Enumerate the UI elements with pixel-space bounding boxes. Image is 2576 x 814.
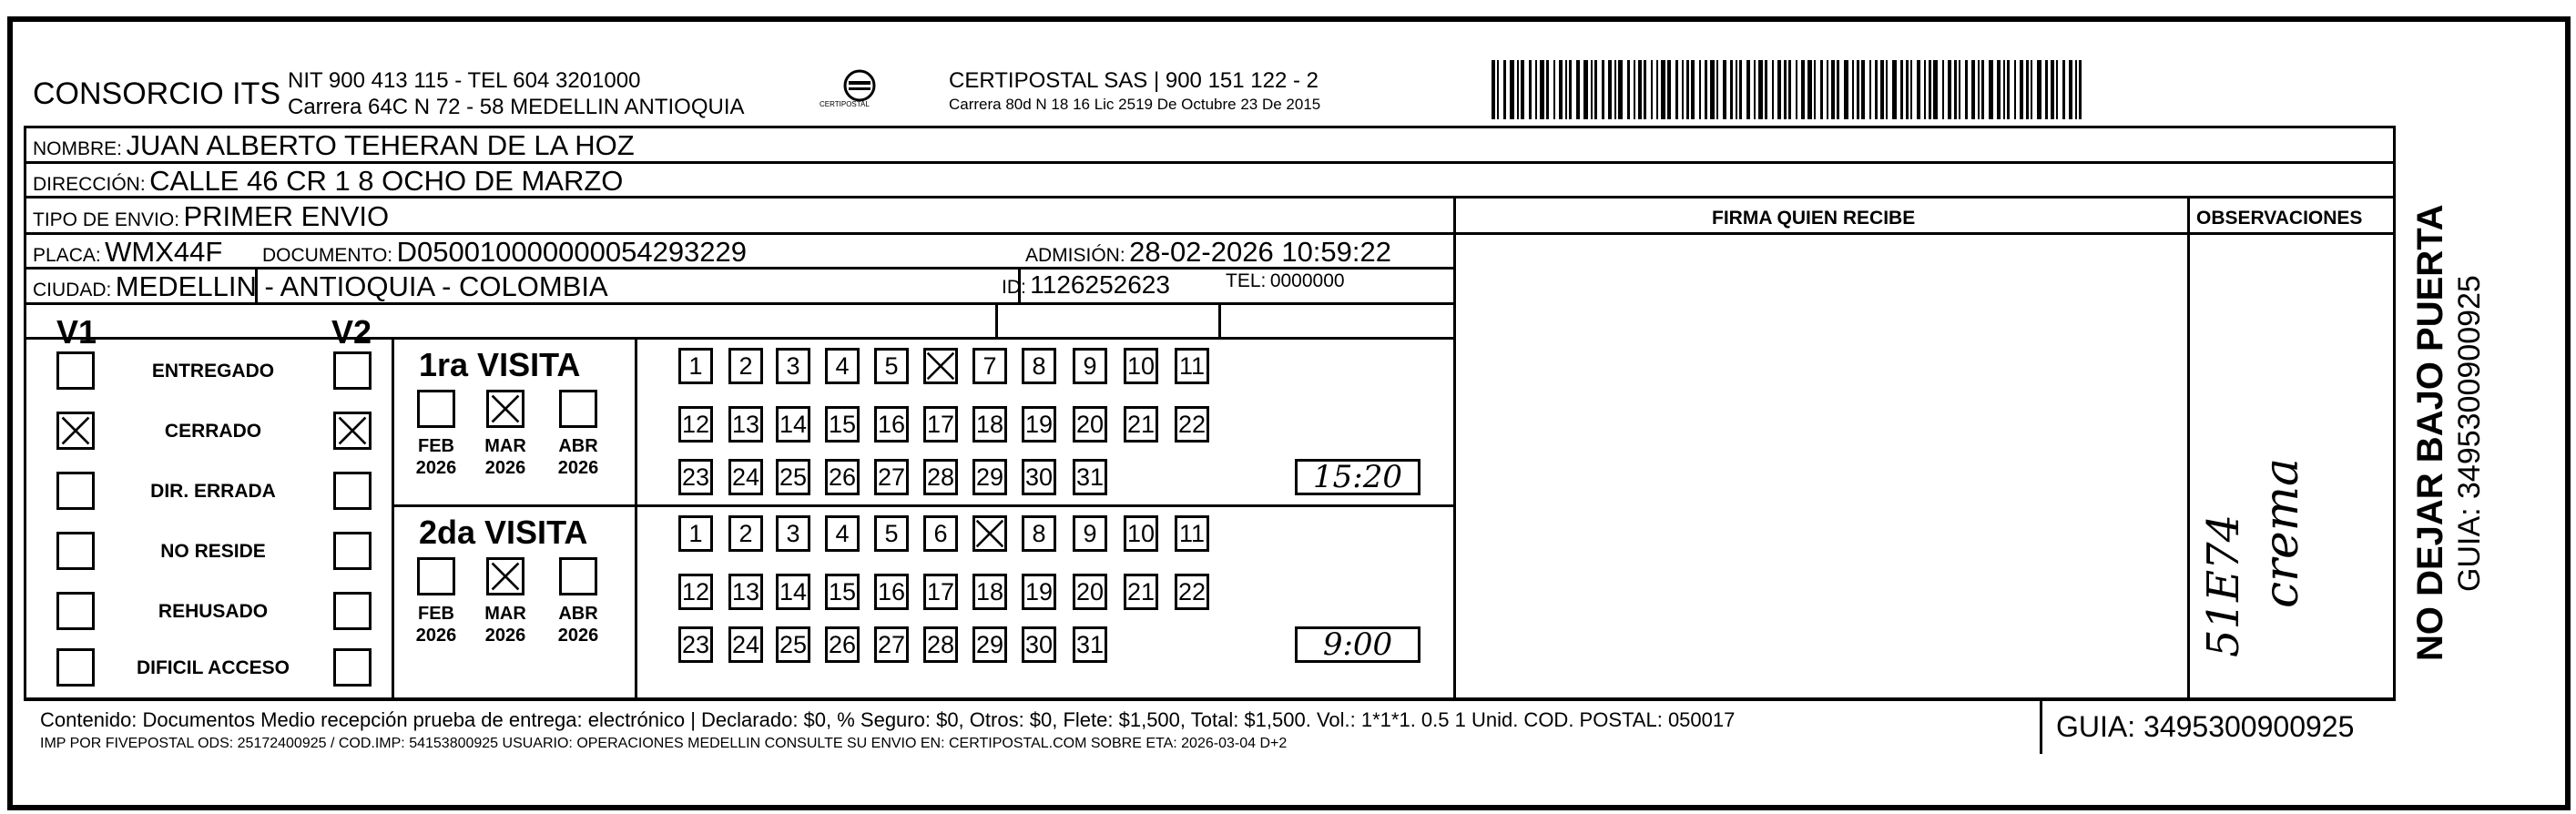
barcode-bar: [1827, 60, 1828, 119]
day-box[interactable]: 18: [972, 406, 1007, 443]
address-line: Carrera 64C N 72 - 58 MEDELLIN ANTIOQUIA: [288, 95, 745, 119]
documento-label: DOCUMENTO:: [262, 245, 393, 266]
barcode-bar: [1608, 60, 1612, 119]
status-option-label: DIFICIL ACCESO: [136, 657, 290, 678]
barcode-bar: [1857, 60, 1859, 119]
day-box[interactable]: 2: [728, 515, 763, 552]
barcode-bar: [1651, 60, 1653, 119]
barcode-bar: [1569, 60, 1572, 119]
barcode-bar: [1924, 60, 1926, 119]
day-box[interactable]: 22: [1175, 406, 1209, 443]
month-year: 2026: [484, 458, 526, 478]
company-name: CONSORCIO ITS: [33, 76, 281, 111]
day-box[interactable]: 31: [1073, 459, 1107, 495]
tel-value: 0000000: [1269, 270, 1345, 291]
barcode-bar: [1844, 60, 1848, 119]
v2-label: V2: [331, 313, 372, 351]
barcode-bar: [1705, 60, 1707, 119]
barcode-bar: [1981, 60, 1984, 119]
barcode-bar: [2007, 60, 2010, 119]
v2-checkbox[interactable]: [333, 648, 372, 687]
v2-checkbox[interactable]: [333, 412, 372, 450]
barcode-bar: [1739, 60, 1742, 119]
barcode-bar: [1553, 60, 1555, 119]
month-label: [406, 603, 466, 646]
barcode-bar: [2014, 60, 2016, 119]
barcode-bar: [1710, 60, 1715, 119]
handwritten-time-box[interactable]: 9:00: [1295, 626, 1420, 663]
barcode-bar: [2003, 60, 2005, 119]
logo-text: CERTIPOSTAL: [820, 100, 870, 108]
day-box[interactable]: 10: [1124, 348, 1158, 384]
barcode-bar: [1852, 60, 1854, 119]
barcode-bar: [1954, 60, 1957, 119]
observacion-note-1: 51E74: [2198, 514, 2249, 657]
day-box[interactable]: 7: [972, 348, 1007, 384]
day-box[interactable]: 16: [874, 406, 909, 443]
day-box[interactable]: 4: [825, 515, 860, 552]
month-name: FEB: [418, 604, 454, 624]
barcode-bar: [1656, 60, 1658, 119]
footer-guia: GUIA: 3495300900925: [2056, 710, 2355, 743]
barcode-bar: [1831, 60, 1835, 119]
day-box[interactable]: 25: [776, 626, 810, 663]
barcode-bar: [1521, 60, 1524, 119]
v1-checkbox[interactable]: [56, 472, 95, 510]
barcode-bar: [1618, 60, 1623, 119]
day-box[interactable]: 21: [1124, 406, 1158, 443]
status-option-label: ENTREGADO: [151, 361, 275, 382]
month-checkbox[interactable]: [486, 557, 524, 595]
day-box[interactable]: 12: [678, 406, 713, 443]
barcode-bar: [1959, 60, 1960, 119]
barcode-bar: [1869, 60, 1871, 119]
status-option-label: DIR. ERRADA: [150, 481, 276, 502]
barcode-bar: [1906, 60, 1909, 119]
day-box[interactable]: 23: [678, 459, 713, 495]
barcode-bar: [2062, 60, 2065, 119]
day-box[interactable]: [972, 515, 1007, 552]
barcode-bar: [1686, 60, 1689, 119]
id-label: ID:: [1002, 277, 1026, 298]
v1-label: V1: [56, 313, 97, 351]
barcode-bar: [1948, 60, 1951, 119]
barcode-bar: [1997, 60, 2001, 119]
documento: [262, 236, 747, 269]
imp-line: IMP POR FIVEPOSTAL ODS: 25172400925 / COD.IMP: 54153800925 USUARIO: OPERACIONES MEDELLIN CONSULTE SU ENVIO EN: CERTIPOSTAL.COM SOBRE ETA: 2026-03-04 D+2: [40, 736, 1288, 751]
day-box[interactable]: 28: [923, 459, 958, 495]
day-box[interactable]: 5: [874, 348, 909, 384]
barcode-bar: [1627, 60, 1630, 119]
barcode-bar: [1682, 60, 1684, 119]
no-dejar-bajo-puerta: NO DEJAR BAJO PUERTA: [2410, 204, 2450, 661]
barcode-bar: [1746, 60, 1750, 119]
day-box[interactable]: 24: [728, 459, 763, 495]
day-box[interactable]: 26: [825, 459, 860, 495]
barcode-bar: [2051, 60, 2054, 119]
barcode-bar: [1933, 60, 1938, 119]
barcode-bar: [1583, 60, 1588, 119]
barcode-bar: [1503, 60, 1506, 119]
barcode-bar: [2075, 60, 2077, 119]
cert-line: CERTIPOSTAL SAS | 900 151 122 - 2: [949, 68, 1319, 93]
month-year: 2026: [415, 458, 457, 478]
row-tipo: [33, 200, 389, 233]
barcode-bar: [1777, 60, 1781, 119]
day-box[interactable]: 25: [776, 459, 810, 495]
day-box[interactable]: 17: [923, 406, 958, 443]
barcode-bar: [1576, 60, 1580, 119]
barcode-bar: [2026, 60, 2029, 119]
barcode-bar: [1801, 60, 1805, 119]
day-box[interactable]: 14: [776, 406, 810, 443]
month-year: 2026: [557, 626, 599, 646]
direccion-label: DIRECCIÓN:: [33, 174, 146, 195]
tipo-label: TIPO DE ENVIO:: [33, 209, 180, 230]
barcode-bar: [2079, 60, 2082, 119]
barcode: [1492, 60, 2220, 119]
barcode-bar: [1929, 60, 1931, 119]
month-name: MAR: [484, 604, 526, 624]
v2-checkbox[interactable]: [333, 592, 372, 630]
month-name: ABR: [558, 604, 598, 624]
day-box[interactable]: 20: [1073, 574, 1107, 610]
month-checkbox[interactable]: [559, 557, 597, 595]
barcode-bar: [1634, 60, 1635, 119]
direccion-value: CALLE 46 CR 1 8 OCHO DE MARZO: [149, 165, 624, 197]
barcode-bar: [1638, 60, 1642, 119]
month-name: ABR: [558, 436, 598, 456]
day-box[interactable]: 15: [825, 574, 860, 610]
day-box[interactable]: 13: [728, 574, 763, 610]
barcode-bar: [1917, 60, 1920, 119]
barcode-bar: [1540, 60, 1544, 119]
barcode-bar: [1535, 60, 1537, 119]
month-name: FEB: [418, 436, 454, 456]
barcode-bar: [1772, 60, 1774, 119]
row-nombre: [33, 129, 635, 162]
day-box[interactable]: 1: [678, 515, 713, 552]
day-box[interactable]: 3: [776, 348, 810, 384]
barcode-bar: [1736, 60, 1737, 119]
day-box[interactable]: 5: [874, 515, 909, 552]
month-year: 2026: [484, 626, 526, 646]
ciudad: [33, 270, 608, 303]
day-box[interactable]: 8: [1022, 515, 1056, 552]
month-label: [475, 435, 535, 479]
v1-checkbox[interactable]: [56, 648, 95, 687]
day-box[interactable]: 30: [1022, 459, 1056, 495]
month-year: 2026: [557, 458, 599, 478]
day-box[interactable]: 23: [678, 626, 713, 663]
day-box[interactable]: 6: [923, 515, 958, 552]
barcode-bar: [1517, 60, 1519, 119]
day-box[interactable]: 2: [728, 348, 763, 384]
barcode-bar: [1758, 60, 1763, 119]
admision-value: 28-02-2026 10:59:22: [1129, 236, 1391, 268]
v2-checkbox[interactable]: [333, 472, 372, 510]
id-value: 1126252623: [1030, 270, 1170, 299]
barcode-bar: [1784, 60, 1787, 119]
barcode-bar: [1559, 60, 1563, 119]
day-box[interactable]: 10: [1124, 515, 1158, 552]
barcode-bar: [1820, 60, 1823, 119]
barcode-bar: [1900, 60, 1903, 119]
barcode-bar: [1667, 60, 1671, 119]
v2-checkbox[interactable]: [333, 351, 372, 390]
nit-line: NIT 900 413 115 - TEL 604 3201000: [288, 68, 641, 93]
day-box[interactable]: 9: [1073, 515, 1107, 552]
ciudad-label: CIUDAD:: [33, 280, 112, 300]
admision: [1025, 236, 1391, 269]
day-box[interactable]: 24: [728, 626, 763, 663]
month-year: 2026: [415, 626, 457, 646]
barcode-bar: [1497, 60, 1499, 119]
v1-checkbox[interactable]: [56, 412, 95, 450]
barcode-bar: [1661, 60, 1665, 119]
admision-label: ADMISIÓN:: [1025, 245, 1125, 266]
certipostal-info: [949, 67, 1320, 116]
nombre-value: JUAN ALBERTO TEHERAN DE LA HOZ: [126, 129, 635, 161]
barcode-bar: [1565, 60, 1567, 119]
barcode-bar: [1788, 60, 1791, 119]
barcode-bar: [1861, 60, 1865, 119]
day-box[interactable]: 1: [678, 348, 713, 384]
barcode-bar: [1602, 60, 1604, 119]
placa-value: WMX44F: [105, 236, 223, 268]
barcode-bar: [1723, 60, 1726, 119]
v1-checkbox[interactable]: [56, 592, 95, 630]
placa: [33, 236, 222, 269]
firma-header: FIRMA QUIEN RECIBE: [1712, 208, 1916, 229]
day-box[interactable]: 14: [776, 574, 810, 610]
visit-title: 1ra VISITA: [419, 346, 581, 383]
documento-value: D050010000000054293229: [396, 236, 748, 268]
barcode-bar: [1730, 60, 1733, 119]
day-box[interactable]: 29: [972, 459, 1007, 495]
barcode-bar: [1675, 60, 1678, 119]
day-box[interactable]: 11: [1175, 348, 1209, 384]
v1-checkbox[interactable]: [56, 351, 95, 390]
id-field: [1002, 270, 1170, 300]
v1-checkbox[interactable]: [56, 532, 95, 570]
month-label: [475, 603, 535, 646]
barcode-bar: [1965, 60, 1968, 119]
barcode-bar: [1529, 60, 1532, 119]
barcode-bar: [1546, 60, 1549, 119]
month-checkbox[interactable]: [486, 390, 524, 428]
day-box[interactable]: [923, 348, 958, 384]
observacion-note-2: crema: [2255, 457, 2309, 608]
day-box[interactable]: 19: [1022, 574, 1056, 610]
barcode-bar: [2056, 60, 2058, 119]
barcode-bar: [1886, 60, 1888, 119]
observaciones-header: OBSERVACIONES: [2196, 208, 2363, 229]
barcode-bar: [2045, 60, 2048, 119]
barcode-bar: [1699, 60, 1701, 119]
day-box[interactable]: 3: [776, 515, 810, 552]
contenido-line: Contenido: Documentos Medio recepción prueba de entrega: electrónico | Declarado: $0, % Seguro: $0, Otros: $0, Flete: $1,500, Total: $1,500. Vol.: 1*1*1. 0.5 1 Unid. COD. POSTAL: 050017: [40, 708, 1736, 731]
placa-label: PLACA:: [33, 245, 101, 266]
day-box[interactable]: 15: [825, 406, 860, 443]
barcode-bar: [1691, 60, 1695, 119]
tipo-value: PRIMER ENVIO: [183, 200, 390, 232]
v2-checkbox[interactable]: [333, 532, 372, 570]
barcode-bar: [1754, 60, 1756, 119]
day-box[interactable]: 18: [972, 574, 1007, 610]
barcode-bar: [1716, 60, 1718, 119]
barcode-bar: [1989, 60, 1993, 119]
barcode-bar: [1814, 60, 1816, 119]
tel-label: TEL:: [1226, 270, 1267, 291]
barcode-bar: [1591, 60, 1593, 119]
visit-title: 2da VISITA: [419, 514, 588, 551]
barcode-bar: [1880, 60, 1884, 119]
day-box[interactable]: 8: [1022, 348, 1056, 384]
company-info: [288, 67, 745, 120]
month-checkbox[interactable]: [417, 557, 455, 595]
day-box[interactable]: 16: [874, 574, 909, 610]
day-box[interactable]: 22: [1175, 574, 1209, 610]
day-box[interactable]: 30: [1022, 626, 1056, 663]
barcode-bar: [2069, 60, 2072, 119]
ciudad-value: MEDELLIN - ANTIOQUIA - COLOMBIA: [115, 270, 608, 302]
day-box[interactable]: 27: [874, 626, 909, 663]
day-box[interactable]: 4: [825, 348, 860, 384]
barcode-bar: [1492, 60, 1495, 119]
day-box[interactable]: 29: [972, 626, 1007, 663]
handwritten-time-box[interactable]: 15:20: [1295, 459, 1420, 495]
barcode-bar: [1971, 60, 1975, 119]
day-box[interactable]: 27: [874, 459, 909, 495]
tel-field: [1226, 270, 1345, 292]
month-checkbox[interactable]: [559, 390, 597, 428]
month-label: [548, 435, 608, 479]
cert-address: Carrera 80d N 18 16 Lic 2519 De Octubre 23 De 2015: [949, 96, 1321, 113]
month-name: MAR: [484, 436, 526, 456]
day-box[interactable]: 26: [825, 626, 860, 663]
day-box[interactable]: 21: [1124, 574, 1158, 610]
month-checkbox[interactable]: [417, 390, 455, 428]
day-box[interactable]: 9: [1073, 348, 1107, 384]
day-box[interactable]: 13: [728, 406, 763, 443]
day-box[interactable]: 17: [923, 574, 958, 610]
side-guia: GUIA: 3495300900925: [2452, 275, 2487, 592]
row-direccion: [33, 165, 623, 198]
barcode-bar: [2037, 60, 2041, 119]
barcode-bar: [1644, 60, 1646, 119]
barcode-bar: [1942, 60, 1944, 119]
day-box[interactable]: 12: [678, 574, 713, 610]
barcode-bar: [1837, 60, 1839, 119]
day-box[interactable]: 19: [1022, 406, 1056, 443]
barcode-bar: [1594, 60, 1597, 119]
barcode-bar: [1614, 60, 1616, 119]
status-option-label: NO RESIDE: [160, 541, 266, 562]
barcode-bar: [1910, 60, 1912, 119]
month-label: [548, 603, 608, 646]
day-box[interactable]: 31: [1073, 626, 1107, 663]
day-box[interactable]: 11: [1175, 515, 1209, 552]
barcode-bar: [1510, 60, 1514, 119]
month-label: [406, 435, 466, 479]
status-option-label: REHUSADO: [158, 601, 269, 622]
barcode-bar: [1892, 60, 1897, 119]
barcode-bar: [1796, 60, 1797, 119]
barcode-bar: [1765, 60, 1767, 119]
barcode-bar: [1807, 60, 1812, 119]
day-box[interactable]: 20: [1073, 406, 1107, 443]
nombre-label: NOMBRE:: [33, 138, 123, 159]
barcode-bar: [1978, 60, 1980, 119]
barcode-bar: [2020, 60, 2023, 119]
barcode-bar: [2031, 60, 2032, 119]
status-option-label: CERRADO: [164, 421, 262, 442]
day-box[interactable]: 28: [923, 626, 958, 663]
barcode-bar: [1875, 60, 1878, 119]
